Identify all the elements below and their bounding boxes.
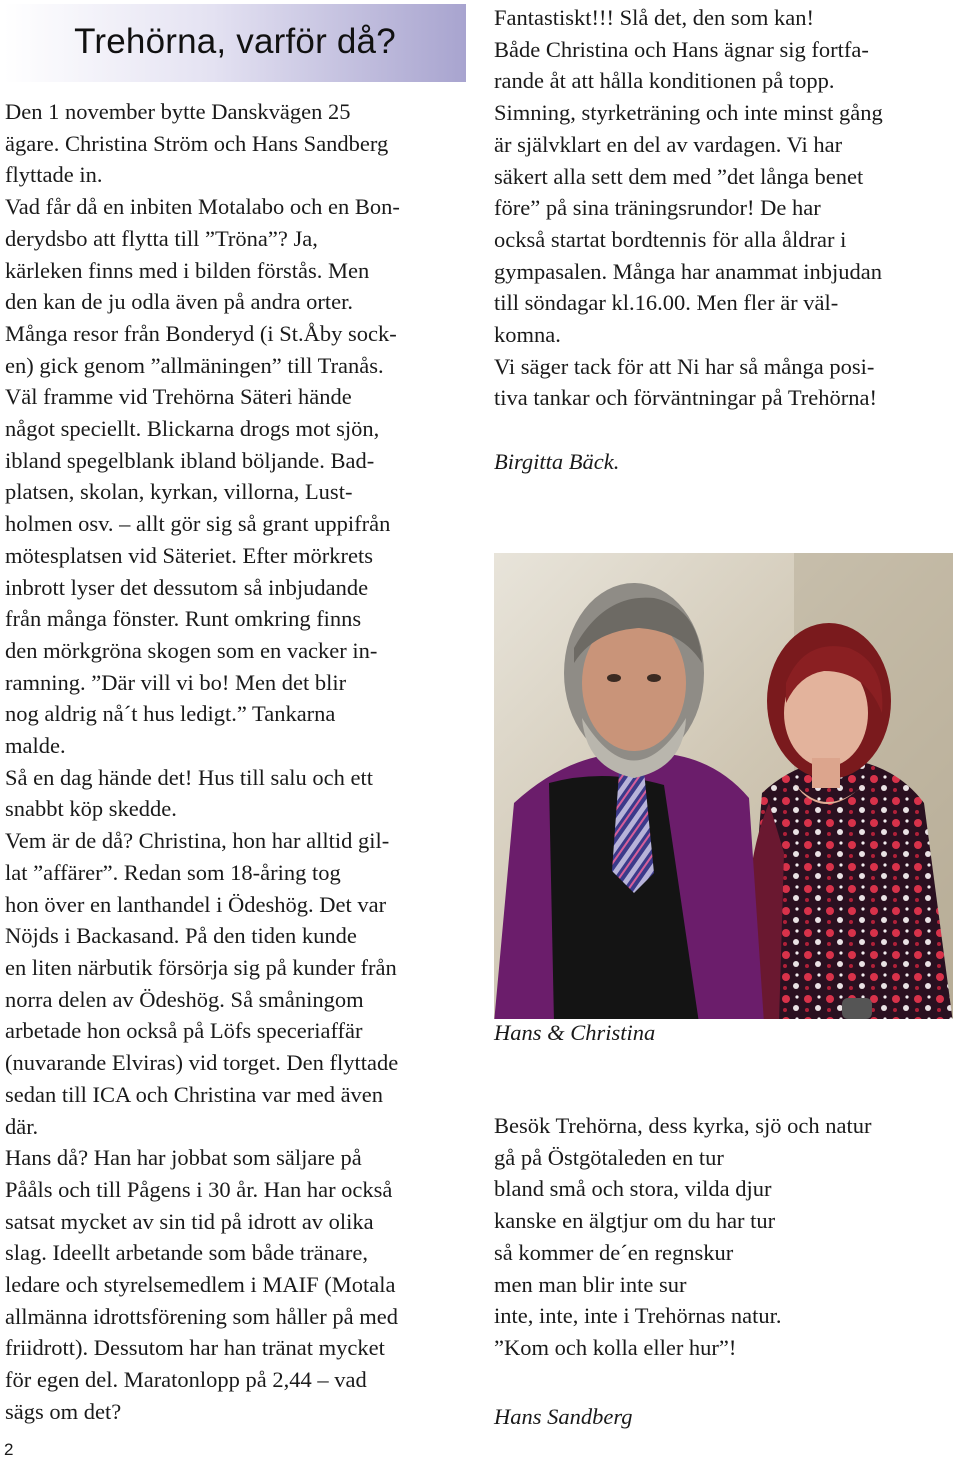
poem-line: ”Kom och kolla eller hur”! (494, 1334, 737, 1360)
text-line: rande åt att hålla konditionen på topp. (494, 68, 835, 94)
text-line: (nuvarande Elviras) vid torget. Den flyttade (5, 1050, 399, 1076)
text-line: är självklart en del av vardagen. Vi har (494, 131, 843, 157)
couple-photo (494, 553, 953, 1019)
page-number: 2 (4, 1440, 14, 1459)
text-line: en liten närbutik försörja sig på kunder från (5, 954, 397, 980)
text-line: norra delen av Ödeshög. Så småningom (5, 986, 364, 1012)
text-line: malde. (5, 733, 66, 759)
photo-caption: Hans & Christina (494, 1020, 656, 1045)
text-line: snabbt köp skedde. (5, 796, 177, 822)
text-line: före” på sina träningsrundor! De har (494, 195, 821, 221)
text-line: ledare och styrelsemedlem i MAIF (Motala (5, 1272, 396, 1298)
text-line: mötesplatsen vid Säteriet. Efter mörkrets (5, 542, 374, 568)
text-line: Så en dag hände det! Hus till salu och ett (5, 764, 374, 790)
text-line: Vi säger tack för att Ni har så många posi- (494, 353, 875, 379)
text-line: ramning. ”Där vill vi bo! Men det blir (5, 669, 347, 695)
text-line: Vem är de då? Christina, hon har alltid gil- (5, 828, 390, 854)
text-line: friidrott). Dessutom har han tränat mycket (5, 1335, 385, 1361)
text-line: sedan till ICA och Christina var med även (5, 1081, 384, 1107)
text-line: derydsbo att flytta till ”Tröna”? Ja, (5, 225, 318, 251)
poem-line: kanske en älgtjur om du har tur (494, 1208, 776, 1234)
text-line: komna. (494, 322, 561, 348)
text-line: sägs om det? (5, 1398, 122, 1424)
poem-signature: Hans Sandberg (494, 1404, 633, 1429)
text-line: gympasalen. Många har anammat inbjudan (494, 258, 883, 284)
text-line: Pååls och till Pågens i 30 år. Han har också (5, 1176, 393, 1202)
text-line: Den 1 november bytte Danskvägen 25 (5, 99, 351, 124)
text-line: Hans då? Han har jobbat som säljare på (5, 1145, 362, 1171)
text-line: Vad får då en inbiten Motalabo och en Bon- (5, 194, 400, 220)
text-line: Väl framme vid Trehörna Säteri hände (5, 384, 352, 410)
text-line: hon över en lanthandel i Ödeshög. Det var (5, 891, 387, 917)
text-line: där. (5, 1113, 39, 1139)
page-title: Trehörna, varför då? (74, 22, 396, 61)
text-line: till söndagar kl.16.00. Men fler är väl- (494, 290, 839, 316)
text-line: också startat bordtennis för alla åldrar i (494, 226, 847, 252)
text-line: nog aldrig nå´t hus ledigt.” Tankarna (5, 701, 336, 727)
text-line: holmen osv. – allt gör sig så grant uppifrån (5, 511, 391, 537)
text-line: något speciellt. Blickarna drogs mot sjön, (5, 416, 380, 442)
article-author: Birgitta Bäck. (494, 448, 620, 474)
text-line: en) gick genom ”allmäningen” till Tranås. (5, 352, 384, 378)
text-line: arbetade hon också på Löfs speceriaffär (5, 1018, 363, 1044)
text-line: ägare. Christina Ström och Hans Sandberg (5, 130, 389, 156)
text-line: kärleken finns med i bilden förstås. Men (5, 257, 370, 283)
text-line: från många fönster. Runt omkring finns (5, 606, 362, 632)
text-line: säkert alla sett dem med ”det långa benet (494, 163, 864, 189)
text-line: allmänna idrottsförening som håller på med (5, 1303, 399, 1329)
poem-line: gå på Östgötaleden en tur (494, 1144, 724, 1170)
text-line: satsat mycket av sin tid på idrott av olika (5, 1208, 374, 1234)
text-line: tiva tankar och förväntningar på Trehörna! (494, 385, 878, 411)
article-left-column (5, 96, 475, 1428)
text-line: Både Christina och Hans ägnar sig fortfa- (494, 36, 869, 62)
poem-line: bland små och stora, vilda djur (494, 1176, 772, 1202)
poem (494, 1110, 956, 1364)
title-banner (4, 4, 466, 82)
text-line: Nöjds i Backasand. På den tiden kunde (5, 923, 357, 949)
text-line: den kan de ju odla även på andra orter. (5, 289, 353, 315)
poem-line: inte, inte, inte i Trehörnas natur. (494, 1303, 782, 1329)
poem-line: så kommer de´en regnskur (494, 1239, 734, 1265)
text-line: den mörkgröna skogen som en vacker in- (5, 637, 378, 663)
text-line: Många resor från Bonderyd (i St.Åby sock- (5, 320, 397, 346)
text-line: platsen, skolan, kyrkan, villorna, Lust- (5, 479, 353, 505)
text-line: lat ”affärer”. Redan som 18-åring tog (5, 859, 341, 885)
text-line: flyttade in. (5, 162, 103, 188)
text-line: ibland spegelblank ibland böljande. Bad- (5, 447, 375, 473)
poem-line: Besök Trehörna, dess kyrka, sjö och natur (494, 1113, 872, 1138)
text-line: Simning, styrketräning och inte minst gång (494, 100, 883, 126)
text-line: Fantastiskt!!! Slå det, den som kan! (494, 5, 814, 30)
poem-line: men man blir inte sur (494, 1271, 687, 1297)
text-line: inbrott lyser det dessutom så inbjudande (5, 574, 369, 600)
text-line: för egen del. Maratonlopp på 2,44 – vad (5, 1367, 367, 1393)
article-right-column (494, 2, 956, 478)
text-line: slag. Ideellt arbetande som både tränare, (5, 1240, 368, 1266)
